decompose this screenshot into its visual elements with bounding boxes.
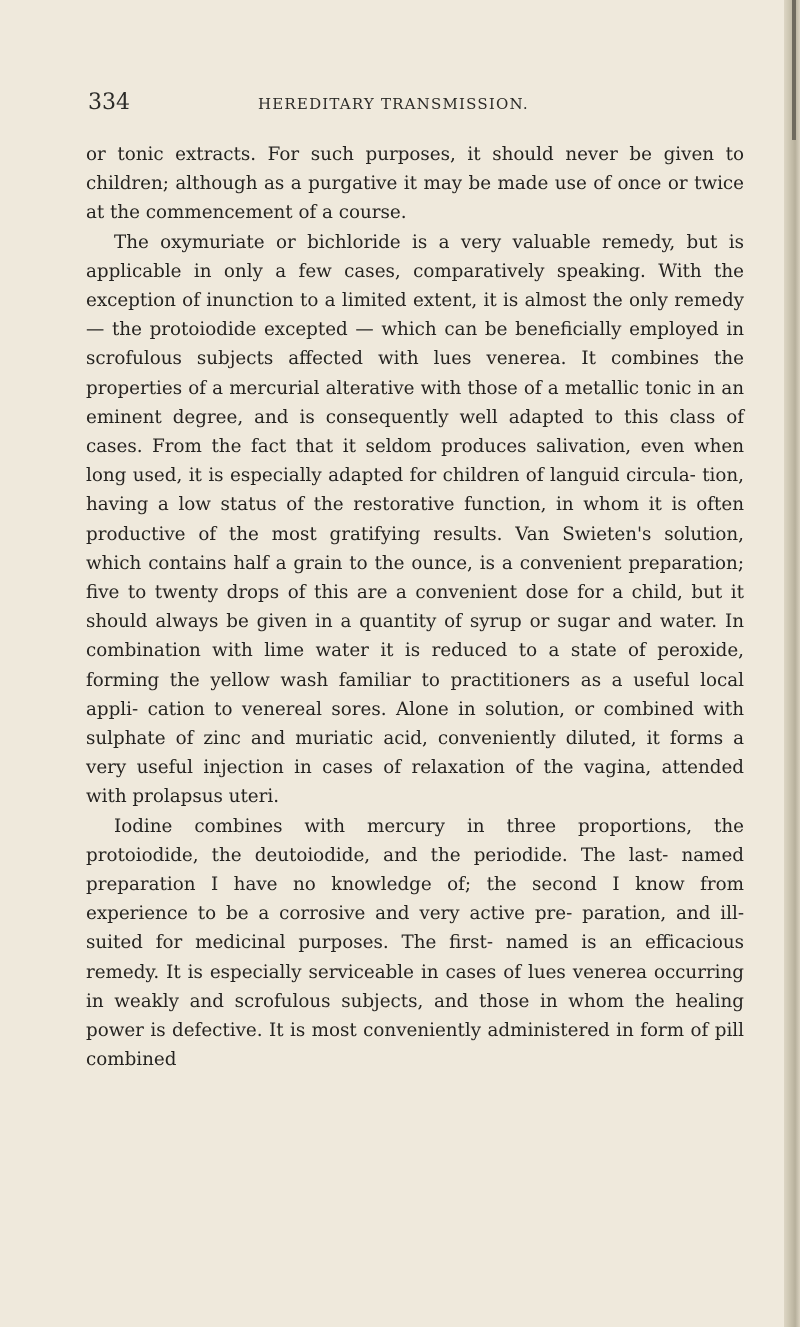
paragraph-continuation: or tonic extracts. For such purposes, it should never be given to children; although as a purgative it may be made use of once or twice at the commencement of a course. xyxy=(86,144,744,224)
paragraph-iodine: Iodine combines with mercury in three proportions, the protoiodide, the deutoiodide, and the periodide. The last- named preparation I have no knowledge of; the second I know from experience to be a corrosive and very active pre- paration, and ill-suited for medicinal purposes. The first- named is an efficacious remedy. It is especially serviceable in cases of lues venerea occurring in weakly and scrofulous subjects, and those in whom the healing power is defective. It is most conveniently administered in form of pill combined xyxy=(86,815,744,1071)
body-text xyxy=(86,140,744,1075)
page-header xyxy=(88,90,728,126)
page-number: 334 xyxy=(88,90,130,115)
page-edge-dark-strip xyxy=(792,0,796,140)
paragraph-bichloride: The oxymuriate or bichloride is a very valuable remedy, but is applicable in only a few cases, comparatively speaking. With the exception of inunction to a limited extent, it is almost the only remedy — the protoiodide excepted — which can be beneficially employed in scrofulous subjects affected with lues venerea. It combines the properties of a mercurial alterative with those of a metallic tonic in an eminent degree, and is consequently well adapted to this class of cases. From the fact that it seldom produces salivation, even when long used, it is especially adapted for children of languid circula- tion, having a low status of the restorative function, in whom it is often productive of the most gratifying results. Van Swieten's solution, which contains half a grain to the ounce, is a convenient preparation; five to twenty drops of this are a convenient dose for a child, but it should always be given in a quantity of syrup or sugar and water. In combination with lime water it is reduced to a state of peroxide, forming the yellow wash familiar to practitioners as a useful local appli- cation to venereal sores. Alone in solution, or combined with sulphate of zinc and muriatic acid, conveniently diluted, it forms a very useful injection in cases of relaxation of the vagina, attended with prolapsus uteri. xyxy=(86,231,744,808)
running-title: HEREDITARY TRANSMISSION. xyxy=(258,95,529,113)
page-edge-shadow xyxy=(784,0,800,1327)
